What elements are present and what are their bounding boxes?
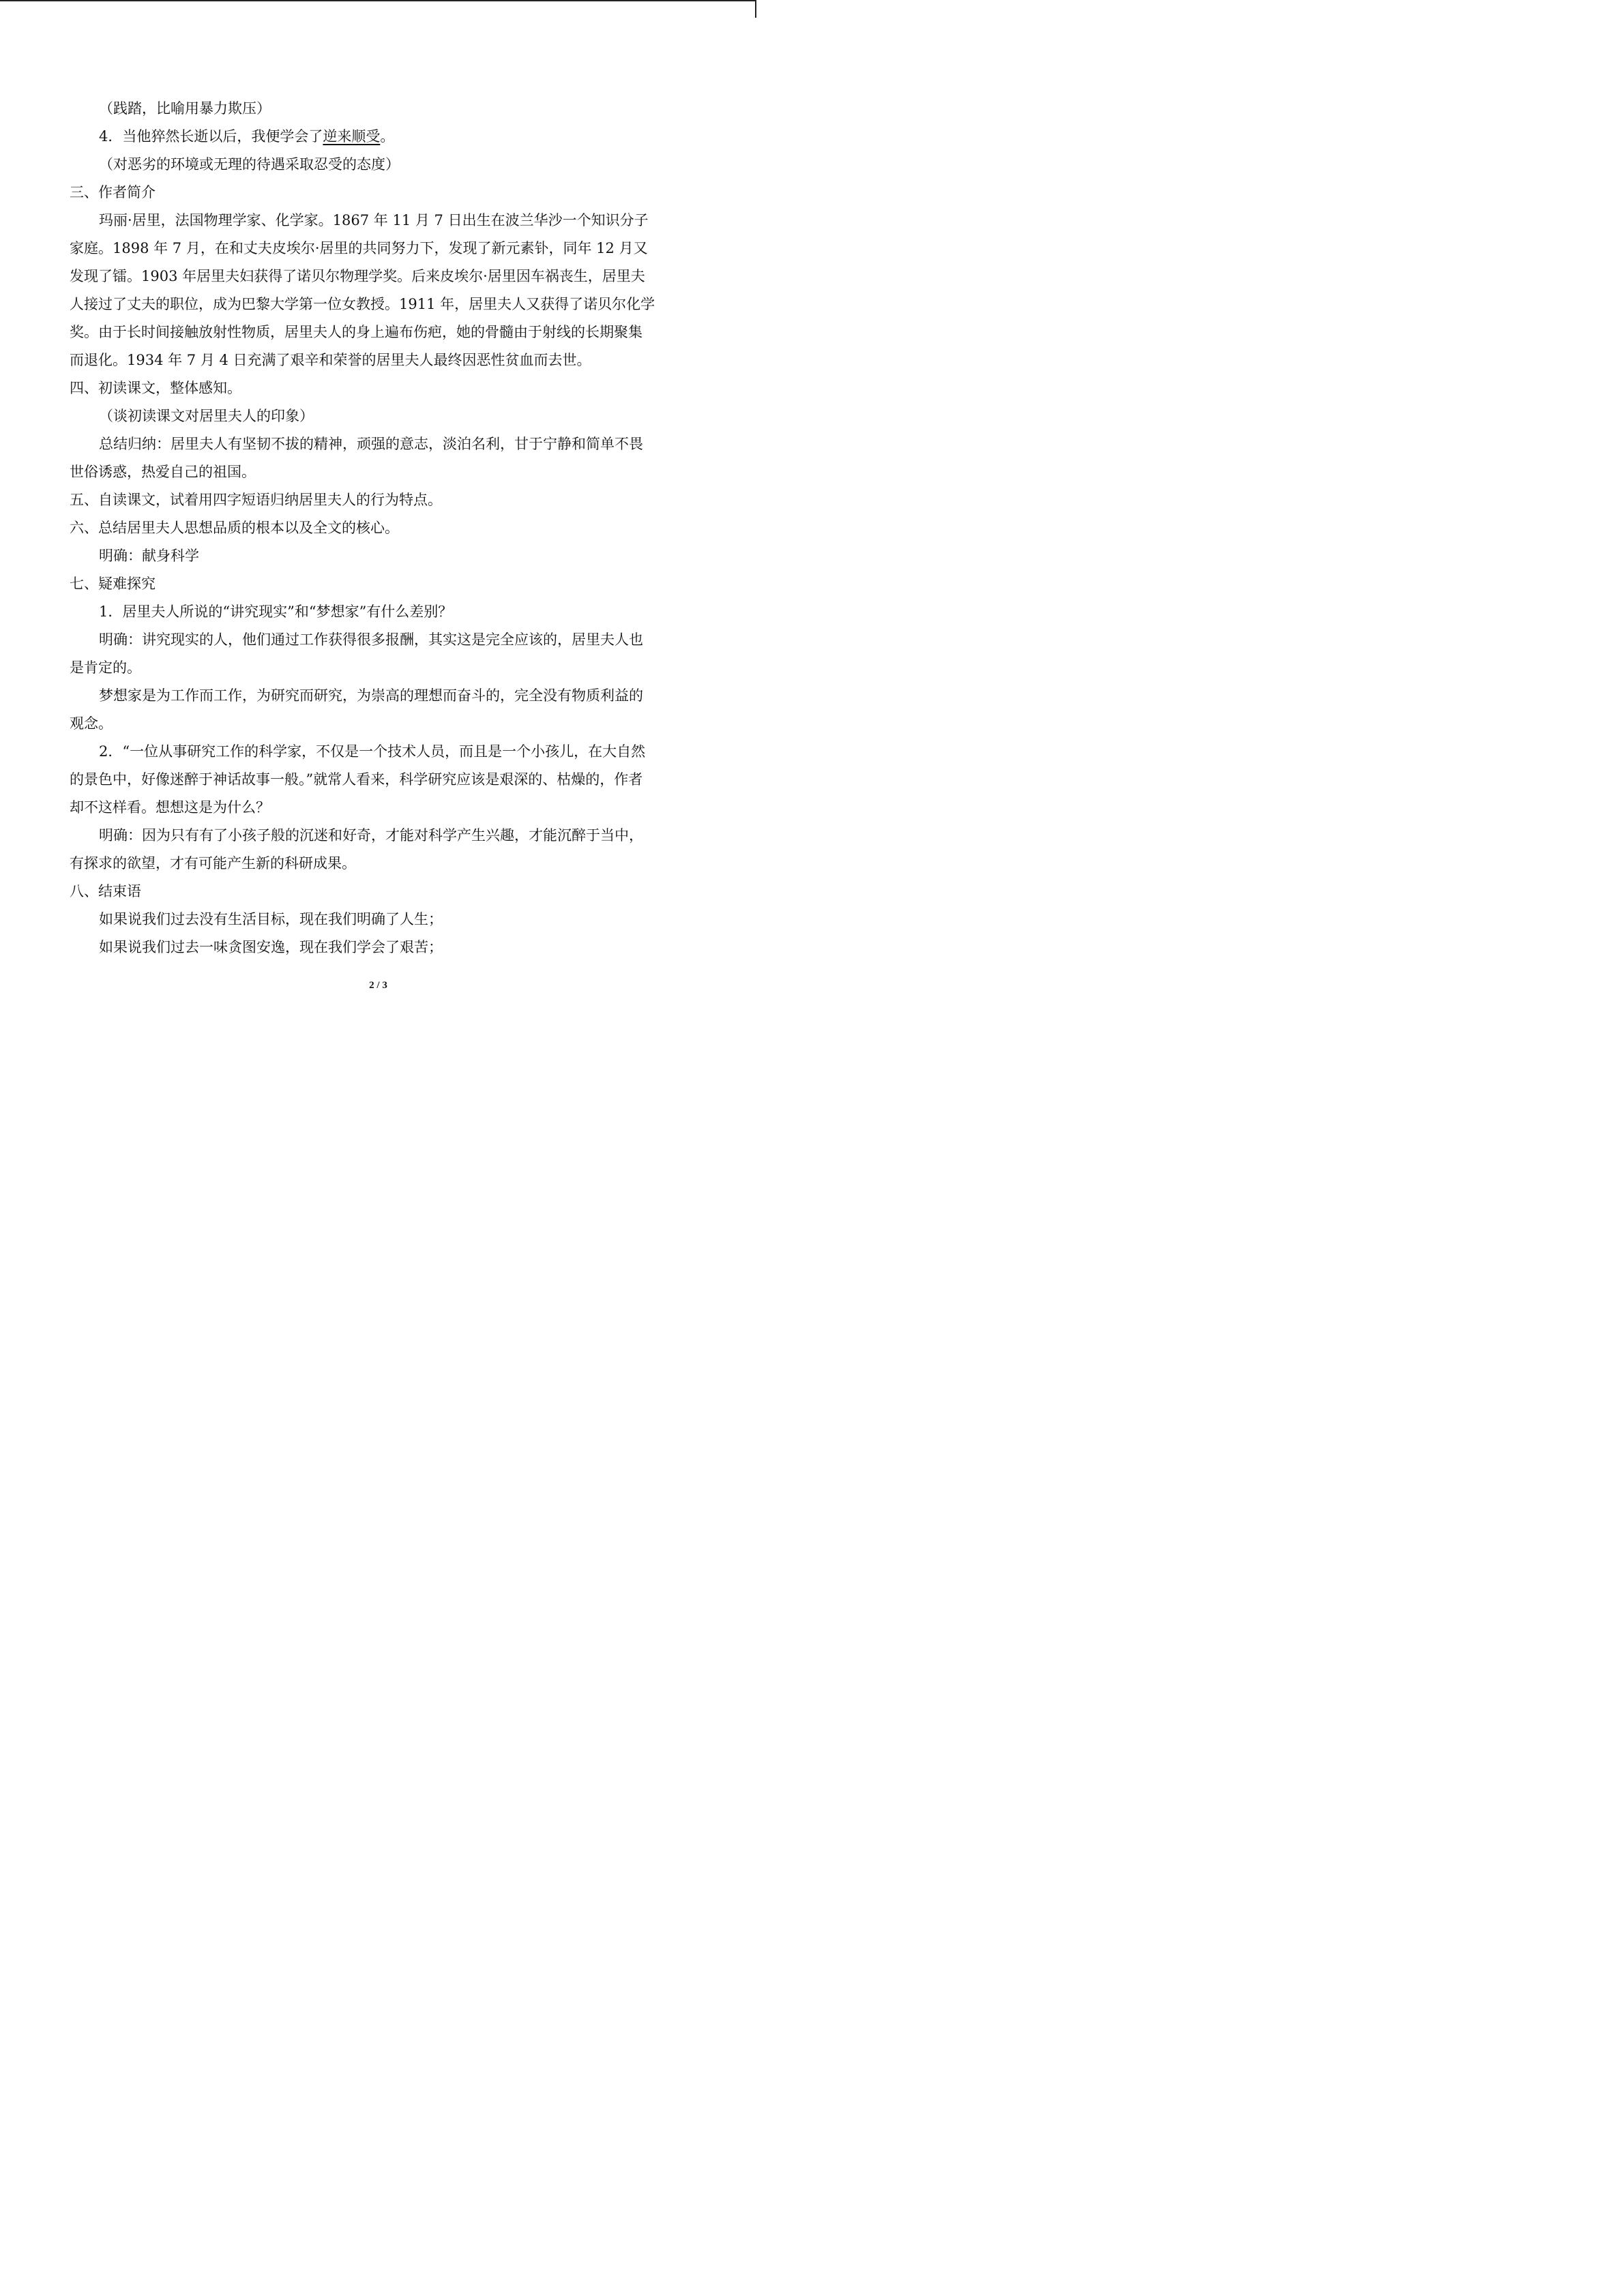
paragraph-line: 而退化。1934 年 7 月 4 日充满了艰辛和荣誉的居里夫人最终因恶性贫血而去世。 [70,352,591,368]
section-heading-first-reading: 四、初读课文，整体感知。 [70,380,241,396]
question-2: 2．“一位从事研究工作的科学家，不仅是一个技术人员，而且是一个小孩儿，在大自然 [99,743,646,760]
section-heading-self-reading: 五、自读课文，试着用四字短语归纳居里夫人的行为特点。 [70,492,442,508]
paragraph-line: 观念。 [70,715,113,732]
definition-trample: （践踏，比喻用暴力欺压） [99,100,271,117]
paragraph-line: 如果说我们过去没有生活目标，现在我们明确了人生； [99,911,443,927]
right-border-line [755,0,756,18]
vocab-item-4-end: 。 [380,128,395,145]
section-heading-inquiry: 七、疑难探究 [70,576,156,592]
paragraph-line: 是肯定的。 [70,659,141,676]
section-heading-author: 三、作者简介 [70,184,156,200]
vocab-item-4-sentence: 4．当他猝然长逝以后，我便学会了 [99,128,323,145]
paragraph-line: 总结归纳：居里夫人有坚韧不拔的精神，顽强的意志，淡泊名利，甘于宁静和简单不畏 [99,436,643,452]
vocab-item-4-term: 逆来顺受 [323,128,381,145]
vocab-item-4 [70,123,687,151]
paragraph-line: 明确：献身科学 [99,548,199,564]
paragraph-line: 发现了镭。1903 年居里夫妇获得了诺贝尔物理学奖。后来皮埃尔·居里因车祸丧生，居里夫 [70,268,645,284]
paragraph-line: （谈初读课文对居里夫人的印象） [99,408,314,424]
paragraph-line: 家庭。1898 年 7 月，在和丈夫皮埃尔·居里的共同努力下，发现了新元素钋，同年 12 月又 [70,240,648,256]
top-border-line [0,0,756,1]
paragraph-line: 如果说我们过去一味贪图安逸，现在我们学会了艰苦； [99,939,443,955]
paragraph-line: 明确：因为只有有了小孩子般的沉迷和好奇，才能对科学产生兴趣，才能沉醉于当中， [99,827,643,844]
document-body [70,95,687,961]
paragraph-line: 的景色中，好像迷醉于神话故事一般。”就常人看来，科学研究应该是艰深的、枯燥的，作者 [70,771,643,788]
paragraph-line: 人接过了丈夫的职位，成为巴黎大学第一位女教授。1911 年，居里夫人又获得了诺贝尔化学 [70,296,655,312]
paragraph-line: 世俗诱惑，热爱自己的祖国。 [70,464,256,480]
paragraph-line: 明确：讲究现实的人，他们通过工作获得很多报酬，其实这是完全应该的，居里夫人也 [99,631,643,648]
paragraph-line: 有探求的欲望，才有可能产生新的科研成果。 [70,855,356,871]
definition-endure: （对恶劣的环境或无理的待遇采取忍受的态度） [99,156,400,173]
paragraph-line: 却不这样看。想想这是为什么？ [70,799,270,816]
paragraph-line: 玛丽·居里，法国物理学家、化学家。1867 年 11 月 7 日出生在波兰华沙一个知识分子 [99,212,649,228]
paragraph-line: 梦想家是为工作而工作，为研究而研究，为崇高的理想而奋斗的，完全没有物质利益的 [99,687,643,704]
question-1: 1．居里夫人所说的“讲究现实”和“梦想家”有什么差别？ [99,603,453,620]
section-heading-closing: 八、结束语 [70,883,141,899]
section-heading-summary: 六、总结居里夫人思想品质的根本以及全文的核心。 [70,520,399,536]
page-number: 2 / 3 [369,980,387,991]
paragraph-line: 奖。由于长时间接触放射性物质，居里夫人的身上遍布伤疤，她的骨髓由于射线的长期聚集 [70,324,643,340]
